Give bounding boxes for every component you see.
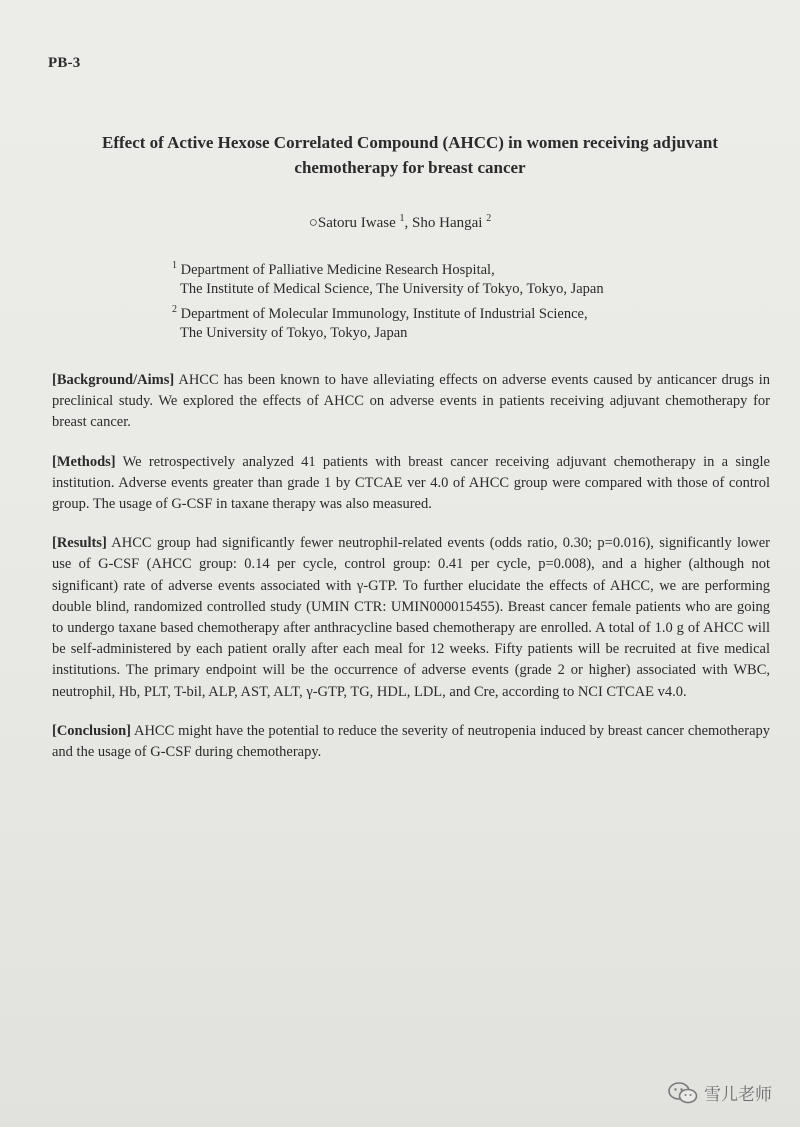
watermark [668, 1080, 772, 1105]
author-affil-sup: 1 [399, 213, 405, 224]
section-label: [Background/Aims] [52, 372, 175, 388]
affiliation-line [172, 256, 732, 280]
abstract-body [52, 370, 770, 781]
background-section [52, 370, 770, 434]
affiliation-line: The Institute of Medical Science, The University of Tokyo, Tokyo, Japan [180, 281, 604, 298]
results-section [52, 533, 770, 703]
section-label: [Conclusion] [52, 722, 131, 739]
section-text: AHCC might have the potential to reduce the severity of neutropenia induced by breast cancer chemotherapy and the usage of G-CSF during chemotherapy. [52, 722, 771, 761]
affiliation-text: Department of Palliative Medicine Research Hospital, [180, 261, 495, 278]
page-id: PB-3 [48, 55, 81, 71]
affiliation-line: The University of Tokyo, Tokyo, Japan [180, 325, 408, 342]
conclusion-section [52, 721, 770, 763]
section-label: [Methods] [52, 453, 116, 470]
section-label: [Results] [52, 535, 107, 552]
section-text: We retrospectively analyzed 41 patients with breast cancer receiving adjuvant chemotherapy in a single institution. Adverse events greater than grade 1 by CTCAE ver 4.0 of AHCC group were compared with those of control group. The usage of G-CSF in taxane therapy was also measured. [52, 453, 770, 513]
affiliations [172, 256, 732, 344]
section-text: AHCC group had significantly fewer neutrophil-related events (odds ratio, 0.30; p=0.016), significantly lower use of G-CSF (AHCC group: 0.14 per cycle, control group: 0.41 per cycle, p=0.008), and a higher (although not significant) rate of adverse events associated with γ-GTP. To further elucidate the effects of AHCC, we are performing double blind, randomized controlled study (UMIN CTR: UMIN000015455). Breast cancer female patients who are going to undergo taxane based chemotherapy after anthracycline based chemotherapy are enrolled. A total of 1.0 g of AHCC will be self-administered by each patient orally after each meal for 12 weeks. Fifty patients will be recruited at five medical institutions. The primary endpoint will be the occurrence of adverse events (grade 2 or higher) associated with WBC, neutrophil, Hb, PLT, T-bil, ALP, AST, ALT, γ-GTP, TG, HDL, LDL, and Cre, according to NCI CTCAE v4.0. [52, 535, 771, 700]
author-affil-sup: 2 [486, 213, 492, 224]
affiliation-text: Department of Molecular Immunology, Institute of Industrial Science, [180, 305, 588, 322]
author-line [0, 213, 800, 232]
presenter-mark: ○ [308, 215, 318, 231]
affiliation-sup: 1 [172, 260, 177, 271]
author-separator: , [404, 215, 413, 231]
paper-title: Effect of Active Hexose Correlated Compound (AHCC) in women receiving adjuvant chemotherapy for breast cancer [101, 133, 719, 177]
watermark-text: 雪儿老师 [704, 1085, 772, 1105]
author-name: Sho Hangai [412, 215, 483, 231]
author-name: Satoru Iwase [317, 215, 396, 231]
section-text: AHCC has been known to have alleviating effects on adverse events caused by anticancer drugs in preclinical study. We explored the effects of AHCC on adverse events in patients receiving adjuvant chemotherapy for breast cancer. [52, 372, 770, 431]
methods-section [52, 452, 770, 516]
affiliation-line [172, 300, 732, 324]
wechat-icon [668, 1082, 698, 1104]
affiliation-sup: 2 [172, 303, 177, 315]
